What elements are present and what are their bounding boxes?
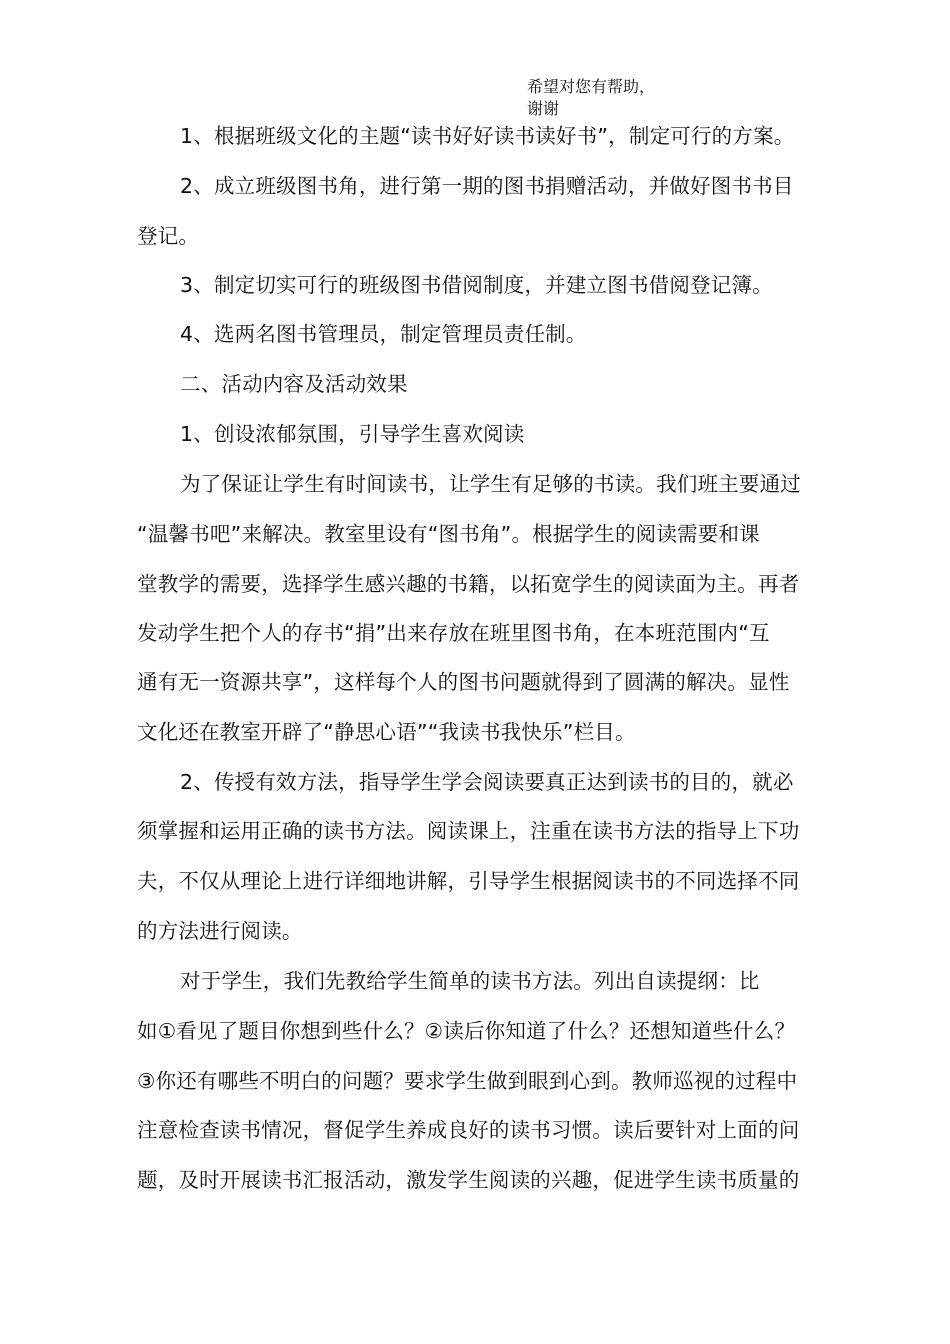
header-note [527, 76, 655, 120]
text-line: 发动学生把个人的存书“捐”出来存放在班里图书角，在本班范围内“互 [137, 621, 770, 645]
text-line: 2、传授有效方法，指导学生学会阅读要真正达到读书的目的，就必 [180, 770, 794, 794]
text-line: 1、根据班级文化的主题“读书好好读书读好书”，制定可行的方案。 [180, 124, 795, 148]
text-line: “温馨书吧”来解决。教室里设有“图书角”。根据学生的阅读需要和课 [137, 522, 760, 546]
text-line: 文化还在教室开辟了“静思心语”“我读书我快乐”栏目。 [137, 720, 636, 744]
text-line: 4、选两名图书管理员，制定管理员责任制。 [180, 322, 587, 346]
text-line: 2、成立班级图书角，进行第一期的图书捐赠活动，并做好图书书目 [180, 174, 794, 198]
text-line: 题，及时开展读书汇报活动，激发学生阅读的兴趣，促进学生读书质量的 [137, 1168, 800, 1192]
text-line: ③你还有哪些不明白的问题？要求学生做到眼到心到。教师巡视的过程中 [137, 1069, 798, 1093]
text-line: 夫，不仅从理论上进行详细地讲解，引导学生根据阅读书的不同选择不同 [137, 869, 800, 893]
text-line: 3、制定切实可行的班级图书借阅制度，并建立图书借阅登记簿。 [180, 273, 773, 297]
text-line: 堂教学的需要，选择学生感兴趣的书籍，以拓宽学生的阅读面为主。再者 [137, 572, 800, 596]
text-line: 须掌握和运用正确的读书方法。阅读课上，注重在读书方法的指导上下功 [137, 819, 800, 843]
text-line: 如①看见了题目你想到些什么？②读后你知道了什么？还想知道些什么？ [137, 1019, 796, 1043]
text-line: 对于学生，我们先教给学生简单的读书方法。列出自读提纲：比 [180, 969, 760, 993]
section-heading: 二、活动内容及活动效果 [180, 372, 408, 396]
text-line: 登记。 [137, 224, 200, 248]
header-note-line-2: 谢谢 [527, 99, 560, 118]
text-line: 的方法进行阅读。 [137, 919, 303, 943]
text-line: 为了保证让学生有时间读书，让学生有足够的书读。我们班主要通过 [180, 472, 801, 496]
text-line: 通有无一资源共享”，这样每个人的图书问题就得到了圆满的解决。显性 [137, 670, 790, 694]
text-line: 注意检查读书情况，督促学生养成良好的读书习惯。读后要针对上面的问 [137, 1118, 800, 1142]
subsection-heading: 1、创设浓郁氛围，引导学生喜欢阅读 [180, 422, 525, 446]
header-note-line-1: 希望对您有帮助， [527, 77, 656, 96]
